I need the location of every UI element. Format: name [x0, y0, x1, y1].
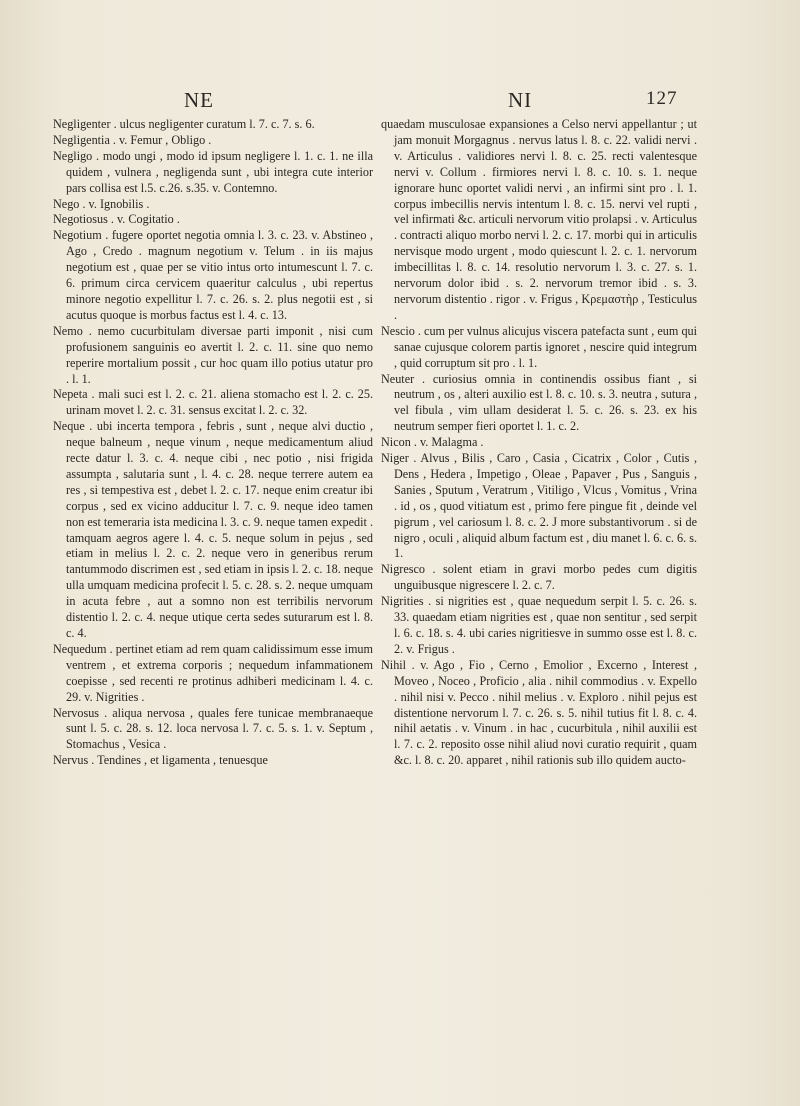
entry-headword: Neque . — [53, 419, 93, 434]
entry-headword: Nego . — [53, 196, 86, 211]
entry-text: v. Ignobilis . — [88, 196, 150, 211]
entry-text: mali suci est l. 2. c. 21. aliena stomacho est l. 2. c. 25. urinam movet l. 2. c. 31. sensus excitat l. 2. c. 32. — [66, 387, 374, 418]
entry-negligentia — [53, 133, 373, 149]
entry-headword: Neuter . — [381, 371, 426, 386]
entry-headword: Nemo . — [53, 323, 92, 338]
entry-text: ulcus negligenter curatum l. 7. c. 7. s. 6. — [119, 117, 315, 131]
entry-niger — [381, 451, 697, 562]
entry-headword: Nepeta . — [53, 387, 95, 402]
entry-text: modo ungi , modo id ipsum negligere l. 1. c. 1. ne illa quidem , vulnera , negligenda sunt , ubi integra cute interior pars collisa est l.5. c.26. s.35. v. Contemno. — [66, 148, 374, 195]
entry-headword: Nihil . — [381, 657, 415, 672]
entry-text: quaedam musculosae expansiones a Celso nervi appellantur ; ut jam monuit Morgagnus . nervus latus l. 8. c. 22. validi nervi . v. Articulus . validiores nervi l. 8. c. 25. recti valentesque nervi v. Collum . firmiores nervi l. 8. c. 10. s. 1. neque ignorare hunc oportet validi nervi , an infirmi sint pro . l. 1. corpus imbecillis nervis intentum l. 8. c. 15. nervi vel rupti , vel infirmati &c. articuli nervorum vitio prolapsi . v. Articulus . contracti aliquo morbo nervi l. 2. c. 17. morbi qui in articulis nervisque modo urgent , modo quiescunt l. 2. c. 1. nervorum imbecillitas l. 8. c. 14. resolutio nervorum l. 3. c. 27. s. 1. nervorum dolor ibid . s. 2. nervorum tremor ibid . s. 3. nervorum distentio . rigor . v. Frigus , Κρεμαστὴρ , Testiculus . — [381, 117, 697, 322]
entry-nervus-continued — [381, 117, 697, 324]
entry-negotiosus — [53, 212, 373, 228]
entry-headword: Nervus . — [53, 753, 95, 768]
entry-nepeta — [53, 387, 373, 419]
entry-neque — [53, 419, 373, 642]
entry-nego — [53, 197, 373, 213]
entry-headword: Negligentia . — [53, 132, 116, 147]
entry-negligo — [53, 149, 373, 197]
entry-headword: Nigresco . — [381, 562, 436, 577]
entry-nigrities — [381, 594, 697, 658]
entry-text: ubi incerta tempora , febris , sunt , neque alvi ductio , neque balneum , neque vinum , neque medicamentum aliud recte datur l. 3. c. 4. neque cibi , nec potio , nisi frigida assumpta , salutaria sunt , l. 4. c. 28. neque terrere autem ea res , si tempestiva est , debet l. 2. c. 17. neque enim creatur ibi corpus , sed ex vicino adducitur l. 7. c. 9. neque ideo tamen non est temeraria ista medicina l. 3. c. 9. neque tamen expedit . tamquam aegros agere l. 4. c. 5. neque solum in pejus , sed etiam in melius l. 2. c. 2. neque vero in generibus rerum tantummodo discrimen est , sed etiam in ipsis l. 2. c. 18. neque ulla umquam medicina profecit l. 5. c. 28. s. 2. neque umquam in acuta febre , aut a somno non est terribilis nervorum distentio l. 2. c. 4. neque utique certa sedes suturarum est l. 8. c. 4. — [66, 419, 374, 640]
entry-text: Alvus , Bilis , Caro , Casia , Cicatrix , Color , Cutis , Dens , Hedera , Impetigo , Oleae , Papaver , Pus , Sanguis , Sanies , Sputum , Veratrum , Vitiligo , Vlcus , Vomitus , Vrina . id , os , quod vitiatum est , primo fere pingue fit , deinde vel pigrum , vel cariosum l. 8. c. 2. J more substantivorum . si de nigro , oculi , aliquid album factum est , diu manet l. 6. c. 6. s. 1. — [394, 451, 697, 561]
entry-nequedum — [53, 642, 373, 706]
entry-headword: Negotium . — [53, 228, 109, 243]
entry-nescio — [381, 324, 697, 372]
entry-text: pertinet etiam ad rem quam calidissimum esse imum ventrem , et extrema corporis ; nequedum infammationem coepisse , sed recenti re protinus adhiberi medicinam l. 4. c. 29. v. Nigrities . — [66, 641, 374, 704]
entry-text: Tendines , et ligamenta , tenuesque — [97, 753, 268, 768]
running-head-left: NE — [184, 88, 214, 112]
entry-headword: Niger . — [381, 451, 417, 466]
entry-text: v. Malagma . — [419, 435, 484, 450]
entry-text: v. Ago , Fio , Cerno , Emolior , Excerno , Interest , Moveo , Noceo , Proficio , alia . nihil commodius . v. Expello . nihil nisi v. Pecco . nihil melius . v. Exploro . nihil pejus est distentione nervorum l. 7. c. 26. s. 5. nihil tutius fit l. 8. c. 4. nihil aetatis . v. Vinum . in hac , cucurbitula , nihil auxilii est l. 7. c. 2. reposito osse nihil aliud novi curatio requirit , quam &c. l. 8. c. 20. apparet , nihil rationis sub illo quidem aucto- — [394, 657, 697, 768]
entry-nervosus — [53, 706, 373, 754]
entry-headword: Nervosus . — [53, 705, 108, 720]
entry-text: v. Cogitatio . — [116, 212, 180, 227]
entry-text: aliqua nervosa , quales fere tunicae membranaeque sunt l. 5. c. 28. s. 12. loca nervosa l. 7. c. 5. s. 1. v. Septum , Stomachus , Vesica . — [66, 705, 373, 752]
entry-headword: Negligo . — [53, 148, 100, 163]
entry-headword: Nigrities . — [381, 594, 432, 609]
left-column — [53, 117, 373, 769]
entry-headword: Nicon . — [381, 435, 417, 450]
entry-text: v. Femur , Obligo . — [119, 132, 212, 147]
right-column — [381, 117, 697, 769]
entry-negligenter — [53, 117, 373, 133]
entry-neuter — [381, 372, 697, 436]
entry-nigresco — [381, 562, 697, 594]
running-head-right: NI — [508, 88, 533, 112]
entry-nihil — [381, 658, 697, 769]
entry-nemo — [53, 324, 373, 388]
entry-nicon — [381, 435, 697, 451]
running-head — [0, 88, 800, 118]
entry-headword: Negotiosus . — [53, 212, 114, 227]
entry-text: solent etiam in gravi morbo pedes cum digitis unguibusque nigrescere l. 2. c. 7. — [394, 562, 697, 593]
page-number: 127 — [646, 88, 678, 109]
entry-headword: Nequedum . — [53, 641, 113, 656]
entry-text: si nigrities est , quae nequedum serpit l. 5. c. 26. s. 33. quaedam etiam nigrities est , quae non sentitur , sed serpit l. 6. c. 18. s. 4. ubi caries nigritiesve in summo osse est l. 8. c. 2. v. Frigus . — [394, 594, 698, 656]
entry-headword: Nescio . — [381, 323, 421, 338]
entry-text: nemo cucurbitulam diversae parti imponit , nisi cum profusionem sanguinis eo avertit l. 2. c. 11. sine quo nemo reperire mortalium possit , cur hoc quam illo potius utatur pro . l. 1. — [66, 323, 373, 386]
entry-negotium — [53, 228, 373, 323]
entry-text: curiosius omnia in continendis ossibus fiant , si neutrum , os , alteri auxilio est l. 8. c. 10. s. 3. neutra , sutura , vel fibula , vim ullam desiderat l. 5. c. 26. s. 23. ex his neutrum semper fieri oportet l. 1. c. 2. — [394, 371, 697, 434]
entry-headword: Negligenter . — [53, 117, 117, 131]
entry-nervus — [53, 753, 373, 769]
entry-text: cum per vulnus alicujus viscera patefacta sunt , eum qui sanae cujusque colorem partis ignoret , nescire quid integrum , quid corruptum sit pro . l. 1. — [394, 323, 698, 370]
entry-text: fugere oportet negotia omnia l. 3. c. 23. v. Abstineo , Ago , Credo . magnum negotium v. Telum . in iis majus negotium est , quae per se vitio intus orto intumescunt l. 7. c. 6. primum circa cervicem quaeritur calculus , ubi repertus minore negotio expellitur l. 7. c. 26. s. 2. plus negotii est , si acutus quoque is morbus factus est l. 4. c. 13. — [66, 228, 373, 322]
